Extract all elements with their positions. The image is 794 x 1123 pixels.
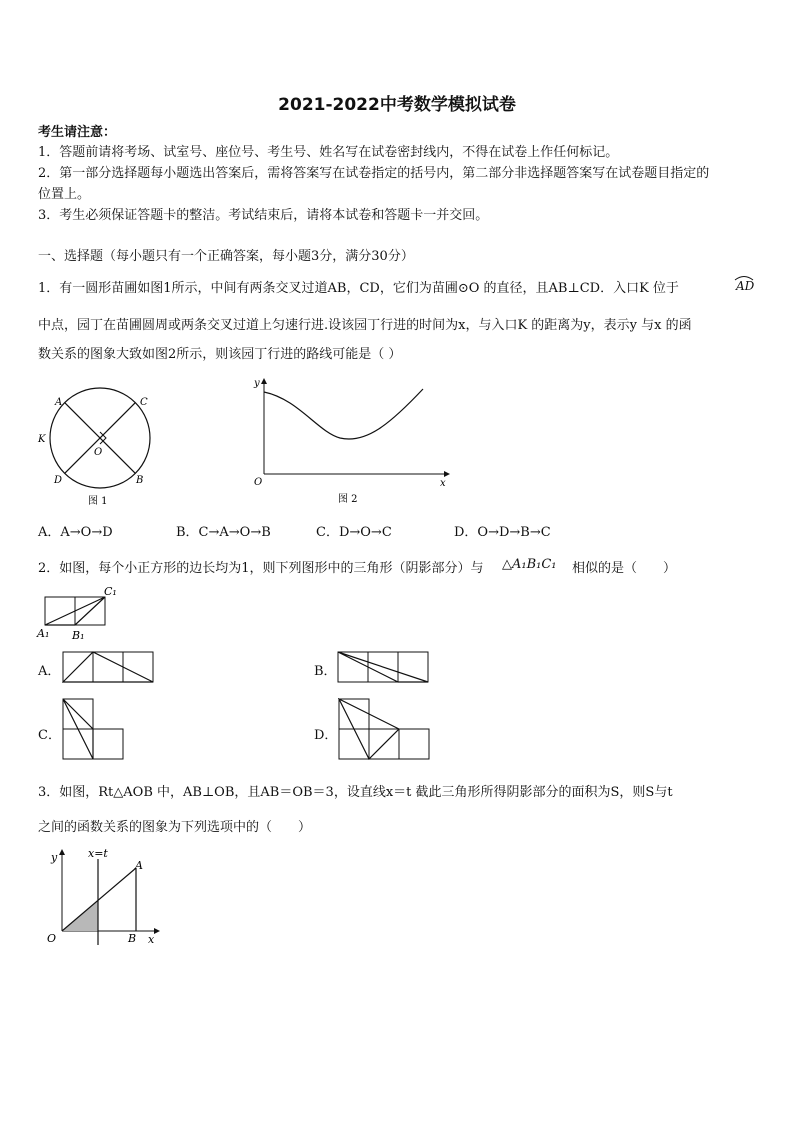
notice-heading: 考生请注意： bbox=[38, 125, 117, 140]
q3-line-2: 之间的函数关系的图象为下列选项中的（ ） bbox=[38, 820, 312, 835]
y-label: y bbox=[254, 378, 260, 389]
q2-option-b-label[interactable]: B． bbox=[314, 664, 337, 679]
label-a: A bbox=[135, 859, 143, 872]
figure-2-caption: 图 2 bbox=[338, 494, 358, 505]
label-c1: C₁ bbox=[104, 585, 117, 598]
q2-text: 2．如图，每个小正方形的边长均为1，则下列图形中的三角形（阴影部分）与 bbox=[38, 561, 484, 576]
notice-item-2-cont: 位置上。 bbox=[38, 187, 91, 202]
section-heading: 一、选择题（每小题只有一个正确答案，每小题3分，满分30分） bbox=[38, 249, 414, 264]
q2-option-c-figure[interactable] bbox=[62, 698, 126, 762]
q2-option-b-figure[interactable] bbox=[337, 651, 431, 685]
x-axis-arrow-icon bbox=[154, 928, 160, 934]
q2-option-c-label[interactable]: C． bbox=[38, 728, 61, 743]
x-axis-arrow-icon bbox=[444, 471, 450, 477]
line-label: x=t bbox=[88, 847, 108, 860]
y-axis-arrow-icon bbox=[261, 378, 267, 384]
label-o: O bbox=[94, 447, 103, 458]
q1-option-a[interactable]: A．A→O→D bbox=[38, 525, 113, 540]
q1-line-1: 1．有一圆形苗圃如图1所示，中间有两条交叉过道AB，CD，它们为苗圃⊙O 的直径，且AB⊥CD．入口K 位于 bbox=[38, 281, 679, 296]
label-a: A bbox=[55, 397, 63, 408]
notice-item-3: 3．考生必须保证答题卡的整洁。考试结束后，请将本试卷和答题卡一并交回。 bbox=[38, 208, 489, 223]
x-label: x bbox=[148, 933, 155, 946]
page-title: 2021-2022中考数学模拟试卷 bbox=[278, 95, 516, 115]
q3-line-1: 3．如图，Rt△AOB 中，AB⊥OB，且AB＝OB＝3，设直线x＝t 截此三角形所得阴影部分的面积为S，则S与t bbox=[38, 785, 673, 800]
q1-arc-label: AD bbox=[736, 279, 755, 293]
right-angle-mark bbox=[100, 432, 106, 444]
label-k: K bbox=[38, 434, 46, 445]
q2-reference-figure bbox=[34, 585, 124, 643]
origin-label: O bbox=[254, 477, 263, 488]
q1-line-3: 数关系的图象大致如图2所示，则该园丁行进的路线可能是（ ） bbox=[38, 347, 402, 362]
q1-figure-1 bbox=[34, 386, 164, 508]
q1-option-b[interactable]: B．C→A→O→B bbox=[176, 525, 271, 540]
arc-mark-icon bbox=[733, 273, 755, 281]
q3-figure bbox=[36, 843, 164, 949]
figure-1-caption: 图 1 bbox=[88, 496, 108, 507]
notice-item-2: 2．第一部分选择题每小题选出答案后，需将答案写在试卷指定的括号内，第二部分非选择题答案写在试卷题目指定的 bbox=[38, 166, 710, 181]
label-b: B bbox=[128, 932, 137, 945]
label-b1: B₁ bbox=[72, 629, 85, 642]
label-d: D bbox=[54, 475, 63, 486]
notice-item-1: 1．答题前请将考场、试室号、座位号、考生号、姓名写在试卷密封线内，不得在试卷上作任何标记。 bbox=[38, 145, 619, 160]
x-label: x bbox=[440, 478, 446, 489]
label-c: C bbox=[140, 397, 148, 408]
q1-line-2: 中点，园丁在苗圃圆周或两条交叉过道上匀速行进.设该园丁行进的时间为x，与入口K 的距离为y，表示y 与x 的函 bbox=[38, 318, 692, 333]
q1-option-d[interactable]: D．O→D→B→C bbox=[454, 525, 551, 540]
label-a1: A₁ bbox=[37, 627, 50, 640]
q2-option-d-label[interactable]: D． bbox=[314, 728, 338, 743]
q2-text-end: 相似的是（ ） bbox=[572, 561, 677, 576]
q1-figure-2 bbox=[248, 374, 453, 509]
y-axis-arrow-icon bbox=[59, 849, 65, 855]
label-o: O bbox=[47, 932, 57, 945]
y-label: y bbox=[51, 851, 58, 864]
q2-option-a-label[interactable]: A． bbox=[38, 664, 61, 679]
q2-option-d-figure[interactable] bbox=[338, 698, 432, 762]
q1-option-c[interactable]: C．D→O→C bbox=[316, 525, 392, 540]
label-b: B bbox=[136, 475, 144, 486]
segment-oa bbox=[62, 868, 136, 931]
distance-curve bbox=[264, 389, 423, 439]
q2-triangle: △A₁B₁C₁ bbox=[502, 557, 557, 572]
q2-option-a-figure[interactable] bbox=[62, 651, 156, 685]
